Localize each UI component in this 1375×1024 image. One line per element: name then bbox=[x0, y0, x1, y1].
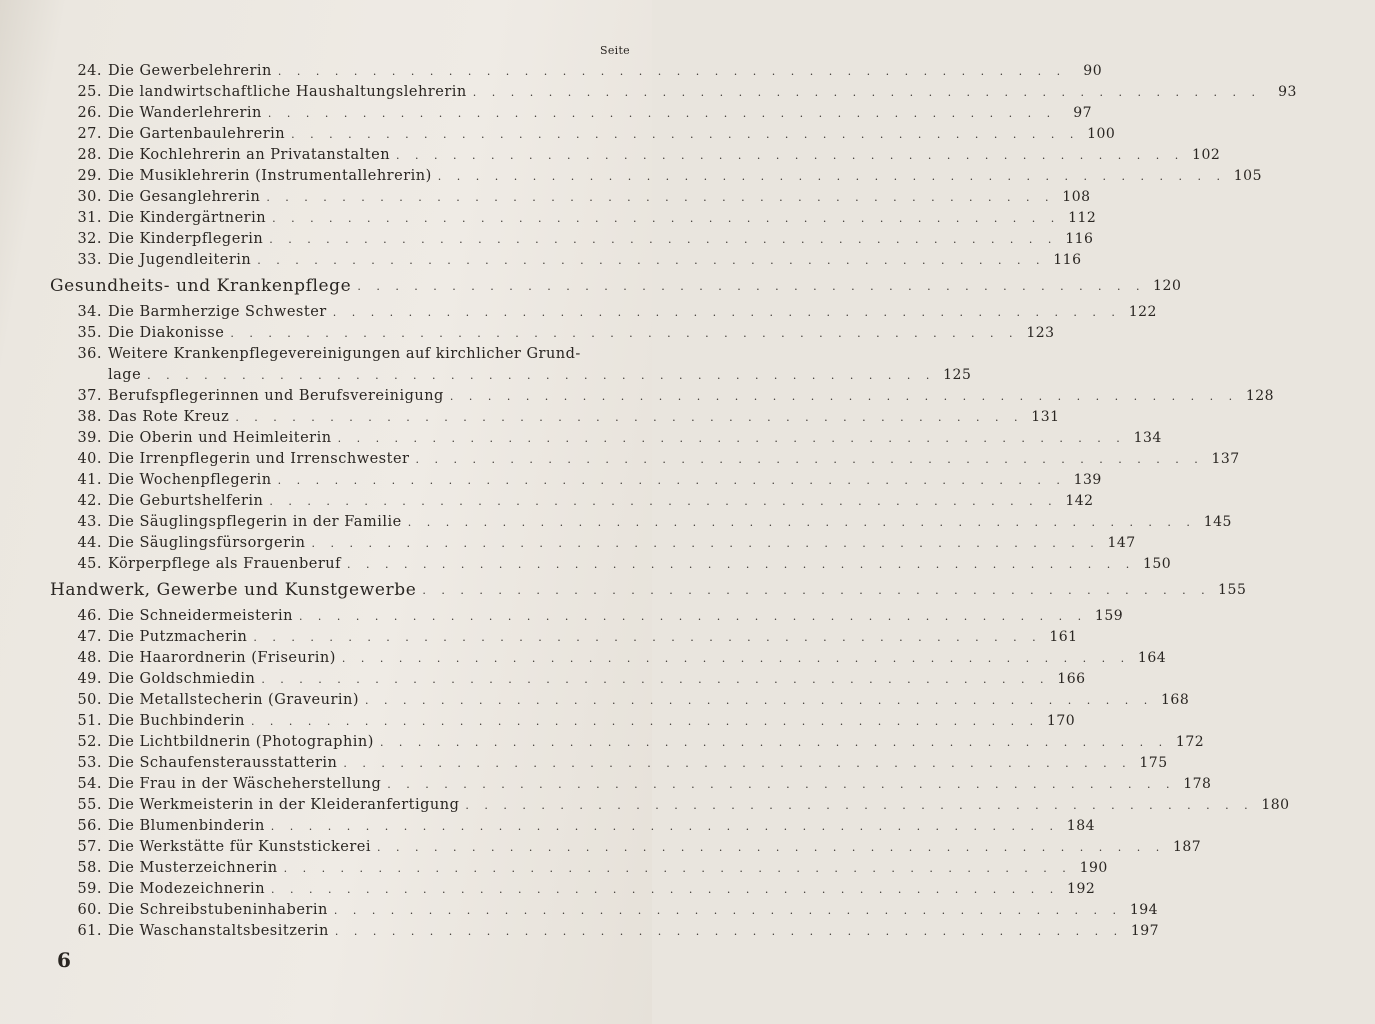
toc-entry-number: 60. bbox=[77, 902, 102, 918]
toc-page-number: 147 bbox=[1107, 535, 1136, 551]
dot-leader: . . . . . . . . . . . . . . . . . . . . . . . . . . . . . . . . . . . . . . . . . . bbox=[261, 673, 1050, 686]
toc-entry-title: Die Wanderlehrerin bbox=[108, 105, 262, 121]
toc-entry-number: 49. bbox=[77, 671, 102, 687]
toc-page-number: 145 bbox=[1203, 514, 1232, 530]
toc-entry-number: 44. bbox=[77, 535, 102, 551]
toc-entry-title: Die Säuglingspflegerin in der Familie bbox=[108, 514, 402, 530]
toc-entry-number: 28. bbox=[77, 147, 102, 163]
toc-entry-number: 56. bbox=[77, 818, 102, 834]
toc-entry bbox=[50, 229, 1094, 250]
toc-entry bbox=[50, 554, 1172, 575]
toc-entry bbox=[50, 365, 972, 386]
toc-entry bbox=[50, 470, 1102, 491]
toc-entry bbox=[50, 816, 1096, 837]
toc-entry-title: Die Haarordnerin (Friseurin) bbox=[108, 650, 336, 666]
toc-entry-title: Die Oberin und Heimleiterin bbox=[108, 430, 332, 446]
toc-entry-number: 46. bbox=[77, 608, 102, 624]
toc-entry-title: Die Musiklehrerin (Instrumentallehrerin) bbox=[108, 168, 432, 184]
toc-entry bbox=[50, 124, 1116, 145]
toc-entry-title: Die Schneidermeisterin bbox=[108, 608, 293, 624]
toc-section-heading bbox=[50, 575, 1247, 606]
toc-page-number: 123 bbox=[1026, 325, 1055, 341]
toc-entry bbox=[50, 879, 1096, 900]
toc-entry bbox=[50, 753, 1168, 774]
toc-entry-title: Die Blumenbinderin bbox=[108, 818, 265, 834]
toc-entry bbox=[50, 82, 1297, 103]
toc-page-number: 134 bbox=[1133, 430, 1162, 446]
toc-page-number: 125 bbox=[943, 367, 972, 383]
toc-entry-number: 38. bbox=[77, 409, 102, 425]
toc-entry-title: lage bbox=[108, 367, 142, 383]
toc-section-heading bbox=[50, 271, 1182, 302]
toc-entry-title: Die Irrenpflegerin und Irrenschwester bbox=[108, 451, 410, 467]
toc-entry-number: 25. bbox=[77, 84, 102, 100]
toc-entry bbox=[50, 302, 1157, 323]
dot-leader: . . . . . . . . . . . . . . . . . . . . . . . . . . . . . . . . . . . . . . . . . . bbox=[291, 128, 1080, 141]
dot-leader: . . . . . . . . . . . . . . . . . . . . . . . . . . . . . . . . . . . . . . . . . . bbox=[270, 820, 1060, 833]
toc-page-number: 197 bbox=[1130, 923, 1160, 939]
toc-page-number: 116 bbox=[1053, 252, 1082, 268]
toc-entry bbox=[50, 627, 1078, 648]
toc-entry-title: Die Goldschmiedin bbox=[108, 671, 256, 687]
toc-entry-title: Die Kochlehrerin an Privatanstalten bbox=[108, 147, 391, 163]
toc-entry-title: Die Wochenpflegerin bbox=[108, 472, 272, 488]
toc-entry bbox=[50, 648, 1167, 669]
toc-entry-number: 59. bbox=[77, 881, 102, 897]
toc-page-number: 194 bbox=[1129, 902, 1159, 918]
page-number: 6 bbox=[57, 948, 71, 972]
toc-entry-title: Die Werkmeisterin in der Kleideranfertigung bbox=[108, 797, 460, 813]
toc-entry bbox=[50, 344, 632, 365]
dot-leader: . . . . . . . . . . . . . . . . . . . . . . . . . . . . . . . . . . . . . . . . . . bbox=[449, 390, 1239, 403]
dot-leader: . . . . . . . . . . . . . . . . . . . . . . . . . . . . . . . . . . . . . . . . . . bbox=[277, 65, 1067, 78]
toc-entry bbox=[50, 61, 1103, 82]
toc-page-number: 108 bbox=[1062, 189, 1091, 205]
toc-page-number: 120 bbox=[1153, 278, 1182, 294]
toc-page-number: 192 bbox=[1067, 881, 1096, 897]
toc-page-number: 97 bbox=[1073, 105, 1093, 121]
toc-page-number: 93 bbox=[1278, 84, 1297, 100]
toc-entry-title: Die Waschanstaltsbesitzerin bbox=[108, 923, 329, 939]
dot-leader: . . . . . . . . . . . . . . . . . . . . . . . . . . . . . . . . . . . . . . . . . . bbox=[341, 652, 1131, 665]
toc-entry-title: Die Gartenbaulehrerin bbox=[108, 126, 286, 142]
toc-entry-number: 34. bbox=[77, 304, 102, 320]
toc-entry-title: Weitere Krankenpflegevereinigungen auf kirchlicher Grund- bbox=[108, 346, 581, 362]
toc-page-number: 161 bbox=[1049, 629, 1078, 645]
toc-entry-title: Die Säuglingsfürsorgerin bbox=[108, 535, 306, 551]
toc-entry bbox=[50, 187, 1091, 208]
toc-entry bbox=[50, 711, 1076, 732]
dot-leader: . . . . . . . . . . . . . . . . . . . . . . . . . . . . . . . . . . . . . . . . . . bbox=[387, 778, 1176, 791]
toc-entry-number: 52. bbox=[77, 734, 102, 750]
toc-page-number: 128 bbox=[1245, 388, 1275, 404]
toc-page-number: 100 bbox=[1087, 126, 1116, 142]
table-of-contents bbox=[50, 61, 1297, 942]
toc-entry bbox=[50, 428, 1162, 449]
toc-entry-number: 33. bbox=[77, 252, 102, 268]
toc-entry-number: 40. bbox=[77, 451, 102, 467]
toc-page-number: 139 bbox=[1073, 472, 1102, 488]
dot-leader: . . . . . . . . . . . . . . . . . . . . . . . . . . . . . . . . . . . . . . . . . . bbox=[422, 584, 1211, 597]
toc-entry-title: Die landwirtschaftliche Haushaltungslehrerin bbox=[108, 84, 467, 100]
toc-entry-number: 39. bbox=[77, 430, 102, 446]
dot-leader: . . . . . . . . . . . . . . . . . . . . . . . . . . . . . . . . . . . . . . . . . . bbox=[346, 558, 1136, 571]
dot-leader: . . . . . . . . . . . . . . . . . . . . . . . . . . . . . . . . . . . . . . . . . . bbox=[396, 149, 1185, 162]
section-title: Handwerk, Gewerbe und Kunstgewerbe bbox=[50, 580, 417, 600]
toc-page-number: 190 bbox=[1079, 860, 1108, 876]
toc-entry-title: Die Putzmacherin bbox=[108, 629, 248, 645]
dot-leader: . . . . . . . . . . . . . . . . . . . . . . . . . . . . . . . . . . . . . . . . . . bbox=[257, 254, 1046, 267]
toc-entry bbox=[50, 900, 1159, 921]
toc-entry-number: 30. bbox=[77, 189, 102, 205]
dot-leader: . . . . . . . . . . . . . . . . . . . . . . . . . . . . . . . . . . . . . . . . . . bbox=[271, 883, 1060, 896]
toc-entry-title: Die Musterzeichnerin bbox=[108, 860, 278, 876]
dot-leader: . . . . . . . . . . . . . . . . . . . . . . . . . . . . . . . . . . . . . . . . . . bbox=[365, 694, 1154, 707]
toc-page-number: 105 bbox=[1233, 168, 1262, 184]
toc-entry bbox=[50, 386, 1275, 407]
toc-entry-number: 45. bbox=[77, 556, 102, 572]
toc-entry-number: 37. bbox=[77, 388, 102, 404]
toc-entry-title: Die Werkstätte für Kunststickerei bbox=[108, 839, 371, 855]
dot-leader: . . . . . . . . . . . . . . . . . . . . . . . . . . . . . . . . . . . . . . . . . . bbox=[298, 610, 1088, 623]
toc-entry-title: Die Geburtshelferin bbox=[108, 493, 264, 509]
toc-entry bbox=[50, 921, 1160, 942]
toc-entry-title: Die Kindergärtnerin bbox=[108, 210, 267, 226]
toc-page-number: 131 bbox=[1031, 409, 1060, 425]
toc-entry bbox=[50, 533, 1136, 554]
toc-page-number: 180 bbox=[1261, 797, 1290, 813]
toc-entry-title: Die Modezeichnerin bbox=[108, 881, 266, 897]
toc-page-number: 166 bbox=[1057, 671, 1086, 687]
toc-page-number: 184 bbox=[1066, 818, 1096, 834]
toc-entry-title: Die Lichtbildnerin (Photographin) bbox=[108, 734, 374, 750]
toc-entry bbox=[50, 323, 1055, 344]
toc-page-number: 159 bbox=[1094, 608, 1124, 624]
toc-page-number: 137 bbox=[1211, 451, 1240, 467]
toc-entry-number: 24. bbox=[77, 63, 102, 79]
toc-page-number: 175 bbox=[1139, 755, 1168, 771]
toc-entry-title: Körperpflege als Frauenberuf bbox=[108, 556, 341, 572]
toc-entry-number: 50. bbox=[77, 692, 102, 708]
toc-entry-title: Die Barmherzige Schwester bbox=[108, 304, 327, 320]
dot-leader: . . . . . . . . . . . . . . . . . . . . . . . . . . . . . . . . . . . . . . . . . . bbox=[357, 280, 1146, 293]
toc-page-number: 112 bbox=[1068, 210, 1097, 226]
toc-entry-title: Die Gewerbelehrerin bbox=[108, 63, 272, 79]
toc-entry bbox=[50, 837, 1202, 858]
toc-entry bbox=[50, 858, 1108, 879]
dot-leader: . . . . . . . . . . . . . . . . . . . . . . . . . . . . . . . . . . . . . . . . . . bbox=[147, 369, 936, 382]
toc-entry-number: 58. bbox=[77, 860, 102, 876]
toc-entry-number: 47. bbox=[77, 629, 102, 645]
toc-entry-title: Die Kinderpflegerin bbox=[108, 231, 264, 247]
toc-entry-title: Die Metallstecherin (Graveurin) bbox=[108, 692, 360, 708]
toc-entry-title: Die Diakonisse bbox=[108, 325, 225, 341]
toc-entry bbox=[50, 795, 1290, 816]
toc-entry-number: 41. bbox=[77, 472, 102, 488]
toc-entry bbox=[50, 145, 1221, 166]
toc-entry-title: Die Buchbinderin bbox=[108, 713, 245, 729]
toc-page-number: 102 bbox=[1192, 147, 1221, 163]
toc-entry-number: 57. bbox=[77, 839, 102, 855]
toc-page-number: 164 bbox=[1137, 650, 1167, 666]
toc-entry-number: 54. bbox=[77, 776, 102, 792]
toc-entry-title: Die Schaufensterausstatterin bbox=[108, 755, 338, 771]
dot-leader: . . . . . . . . . . . . . . . . . . . . . . . . . . . . . . . . . . . . . . . . . . bbox=[267, 107, 1057, 120]
toc-entry bbox=[50, 250, 1082, 271]
dot-leader: . . . . . . . . . . . . . . . . . . . . . . . . . . . . . . . . . . . . . . . . . . bbox=[269, 495, 1058, 508]
toc-entry-number: 61. bbox=[77, 923, 102, 939]
toc-entry bbox=[50, 512, 1232, 533]
toc-entry bbox=[50, 166, 1262, 187]
dot-leader: . . . . . . . . . . . . . . . . . . . . . . . . . . . . . . . . . . . . . . . . . . bbox=[235, 411, 1024, 424]
dot-leader: . . . . . . . . . . . . . . . . . . . . . . . . . . . . . . . . . . . . . . . . . . bbox=[250, 715, 1040, 728]
dot-leader: . . . . . . . . . . . . . . . . . . . . . . . . . . . . . . . . . . . . . . . . . . bbox=[334, 925, 1124, 938]
toc-entry-number: 43. bbox=[77, 514, 102, 530]
toc-page-number: 142 bbox=[1065, 493, 1094, 509]
toc-entry-number: 42. bbox=[77, 493, 102, 509]
toc-entry bbox=[50, 103, 1093, 124]
dot-leader: . . . . . . . . . . . . . . . . . . . . . . . . . . . . . . . . . . . . . . . . . . bbox=[415, 453, 1204, 466]
toc-entry-title: Das Rote Kreuz bbox=[108, 409, 230, 425]
toc-page-number: 187 bbox=[1172, 839, 1202, 855]
toc-entry-number: 55. bbox=[77, 797, 102, 813]
toc-entry bbox=[50, 491, 1094, 512]
toc-entry-number: 27. bbox=[77, 126, 102, 142]
section-title: Gesundheits- und Krankenpflege bbox=[50, 276, 352, 296]
toc-entry bbox=[50, 606, 1124, 627]
dot-leader: . . . . . . . . . . . . . . . . . . . . . . . . . . . . . . . . . . . . . . . . . . bbox=[332, 306, 1121, 319]
toc-page-number: 172 bbox=[1175, 734, 1205, 750]
toc-entry-title: Die Jugendleiterin bbox=[108, 252, 252, 268]
dot-leader: . . . . . . . . . . . . . . . . . . . . . . . . . . . . . . . . . . . . . . . . . . bbox=[253, 631, 1042, 644]
dot-leader: . . . . . . . . . . . . . . . . . . . . . . . . . . . . . . . . . . . . . . . . . . bbox=[472, 86, 1261, 99]
dot-leader: . . . . . . . . . . . . . . . . . . . . . . . . . . . . . . . . . . . . . . . . . . bbox=[465, 799, 1254, 812]
toc-entry-title: Die Gesanglehrerin bbox=[108, 189, 261, 205]
dot-leader: . . . . . . . . . . . . . . . . . . . . . . . . . . . . . . . . . . . . . . . . . . bbox=[269, 233, 1058, 246]
toc-entry-number: 48. bbox=[77, 650, 102, 666]
toc-entry-number: 31. bbox=[77, 210, 102, 226]
dot-leader: . . . . . . . . . . . . . . . . . . . . . . . . . . . . . . . . . . . . . . . . . . bbox=[266, 191, 1055, 204]
toc-entry bbox=[50, 449, 1240, 470]
dot-leader: . . . . . . . . . . . . . . . . . . . . . . . . . . . . . . . . . . . . . . . . . . bbox=[311, 537, 1100, 550]
dot-leader: . . . . . . . . . . . . . . . . . . . . . . . . . . . . . . . . . . . . . . . . . . bbox=[272, 212, 1061, 225]
dot-leader: . . . . . . . . . . . . . . . . . . . . . . . . . . . . . . . . . . . . . . . . . . bbox=[343, 757, 1132, 770]
dot-leader: . . . . . . . . . . . . . . . . . . . . . . . . . . . . . . . . . . . . . . . . . . bbox=[407, 516, 1196, 529]
toc-page-number: 168 bbox=[1161, 692, 1190, 708]
dot-leader: . . . . . . . . . . . . . . . . . . . . . . . . . . . . . . . . . . . . . . . . . . bbox=[230, 327, 1019, 340]
toc-entry bbox=[50, 732, 1205, 753]
toc-page-number: 122 bbox=[1128, 304, 1157, 320]
dot-leader: . . . . . . . . . . . . . . . . . . . . . . . . . . . . . . . . . . . . . . . . . . bbox=[337, 432, 1126, 445]
toc-entry-title: Die Schreibstubeninhaberin bbox=[108, 902, 328, 918]
dot-leader: . . . . . . . . . . . . . . . . . . . . . . . . . . . . . . . . . . . . . . . . . . bbox=[376, 841, 1166, 854]
toc-entry-title: Berufspflegerinnen und Berufsvereinigung bbox=[108, 388, 444, 404]
dot-leader: . . . . . . . . . . . . . . . . . . . . . . . . . . . . . . . . . . . . . . . . . . bbox=[283, 862, 1072, 875]
toc-entry-title: Die Frau in der Wäscheherstellung bbox=[108, 776, 382, 792]
toc-entry bbox=[50, 407, 1060, 428]
toc-page-number: 150 bbox=[1142, 556, 1172, 572]
toc-entry-number: 29. bbox=[77, 168, 102, 184]
toc-entry-number: 35. bbox=[77, 325, 102, 341]
toc-entry bbox=[50, 208, 1097, 229]
toc-entry bbox=[50, 690, 1190, 711]
toc-entry-number: 26. bbox=[77, 105, 102, 121]
toc-entry bbox=[50, 669, 1086, 690]
dot-leader: . . . . . . . . . . . . . . . . . . . . . . . . . . . . . . . . . . . . . . . . . . bbox=[277, 474, 1066, 487]
toc-page-number: 178 bbox=[1183, 776, 1212, 792]
toc-entry-number: 53. bbox=[77, 755, 102, 771]
toc-page-number: 116 bbox=[1065, 231, 1094, 247]
dot-leader: . . . . . . . . . . . . . . . . . . . . . . . . . . . . . . . . . . . . . . . . . . bbox=[437, 170, 1226, 183]
dot-leader: . . . . . . . . . . . . . . . . . . . . . . . . . . . . . . . . . . . . . . . . . . bbox=[333, 904, 1123, 917]
column-header-seite: Seite bbox=[600, 44, 630, 57]
toc-page-number: 90 bbox=[1083, 63, 1103, 79]
toc-entry-number: 51. bbox=[77, 713, 102, 729]
toc-entry-number: 32. bbox=[77, 231, 102, 247]
toc-page-number: 155 bbox=[1218, 582, 1247, 598]
toc-page-number: 170 bbox=[1046, 713, 1076, 729]
toc-entry bbox=[50, 774, 1212, 795]
dot-leader: . . . . . . . . . . . . . . . . . . . . . . . . . . . . . . . . . . . . . . . . . . bbox=[379, 736, 1169, 749]
toc-entry-number: 36. bbox=[77, 346, 102, 362]
